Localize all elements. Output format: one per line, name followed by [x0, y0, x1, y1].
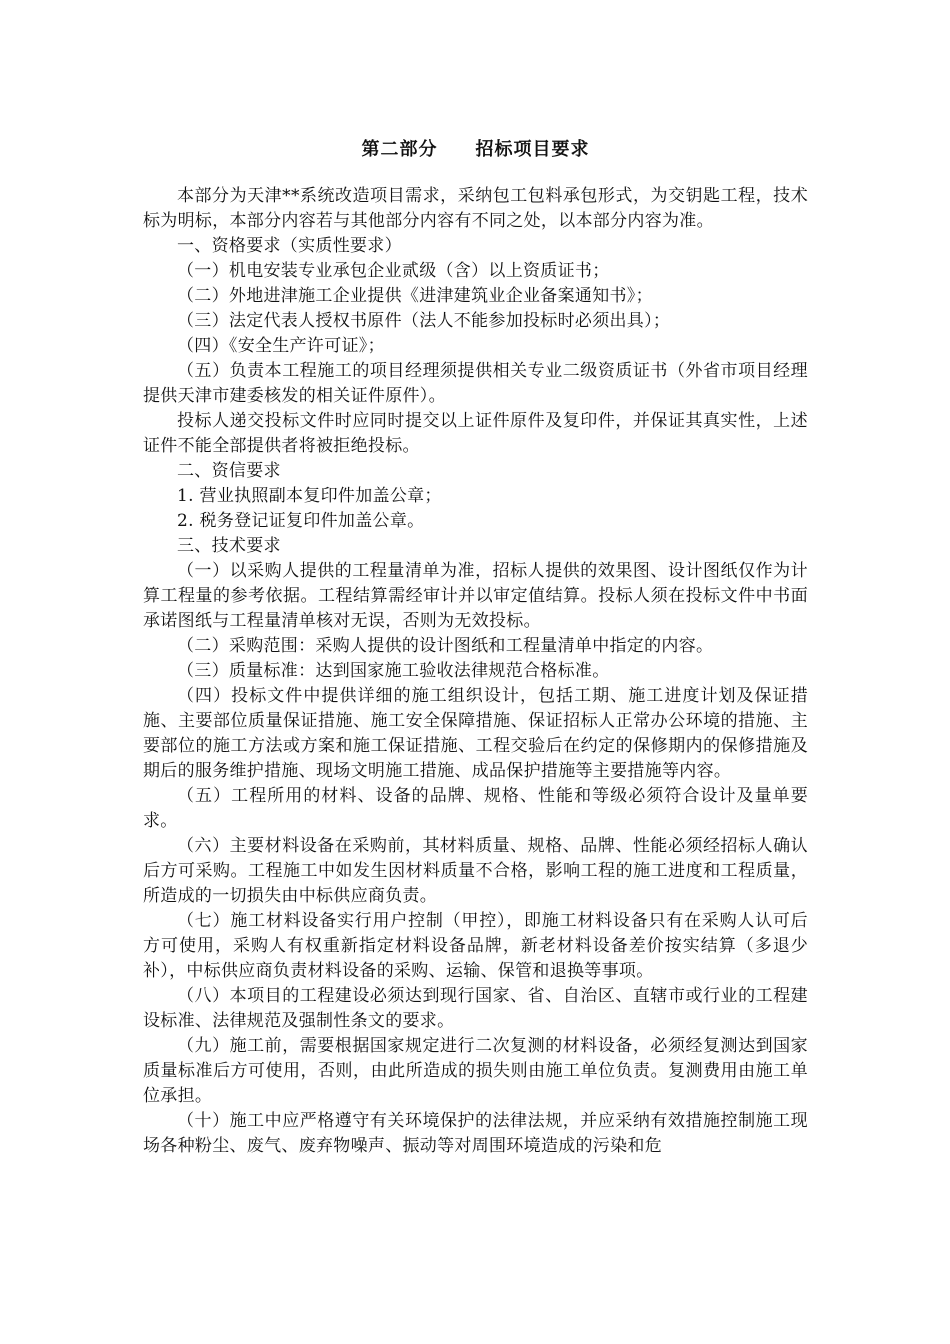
intro-paragraph: 本部分为天津**系统改造项目需求，采纳包工包料承包形式，为交钥匙工程，技术标为明标，本部分内容若与其他部分内容有不同之处，以本部分内容为准。 — [143, 186, 808, 231]
technical-item-4: （四）投标文件中提供详细的施工组织设计，包括工期、施工进度计划及保证措施、主要部位质量保证措施、施工安全保障措施、保证招标人正常办公环境的措施、主要部位的施工方法或方案和施工保证措施、工程交验后在约定的保修期内的保修措施及期后的服务维护措施、现场文明施工措施、成品保护措施等主要措施等内容。 — [143, 686, 808, 781]
technical-item-7: （七）施工材料设备实行用户控制（甲控），即施工材料设备只有在采购人认可后方可使用，采购人有权重新指定材料设备品牌，新老材料设备差价按实结算（多退少补），中标供应商负责材料设备的采购、运输、保管和退换等事项。 — [143, 911, 808, 981]
section-heading-credit: 二、资信要求 — [177, 461, 281, 481]
credit-item-2: 2. 税务登记证复印件加盖公章。 — [177, 511, 425, 531]
credit-item-1: 1. 营业执照副本复印件加盖公章； — [177, 486, 442, 506]
technical-item-3: （三）质量标准：达到国家施工验收法律规范合格标准。 — [177, 661, 610, 681]
technical-item-10: （十）施工中应严格遵守有关环境保护的法律法规，并应采纳有效措施控制施工现场各种粉尘、废气、废弃物噪声、振动等对周围环境造成的污染和危 — [143, 1111, 808, 1156]
qualification-item-4: （四）《安全生产许可证》； — [177, 336, 385, 356]
qualification-item-5: （五）负责本工程施工的项目经理须提供相关专业二级资质证书（外省市项目经理提供天津市建委核发的相关证件原件）。 — [143, 361, 808, 406]
qualification-item-2: （二）外地进津施工企业提供《进津建筑业企业备案通知书》； — [177, 286, 653, 306]
technical-item-5: （五）工程所用的材料、设备的品牌、规格、性能和等级必须符合设计及量单要求。 — [143, 786, 808, 831]
technical-item-6: （六）主要材料设备在采购前，其材料质量、规格、品牌、性能必须经招标人确认后方可采购。工程施工中如发生因材料质量不合格，影响工程的施工进度和工程质量，所造成的一切损失由中标供应商负责。 — [143, 836, 808, 906]
page-title: 第二部分 招标项目要求 — [361, 139, 590, 160]
qualification-note: 投标人递交投标文件时应同时提交以上证件原件及复印件，并保证其真实性，上述证件不能全部提供者将被拒绝投标。 — [143, 411, 808, 456]
technical-item-9: （九）施工前，需要根据国家规定进行二次复测的材料设备，必须经复测达到国家质量标准后方可使用，否则，由此所造成的损失则由施工单位负责。复测费用由施工单位承担。 — [143, 1036, 808, 1106]
document-page — [143, 136, 808, 1159]
technical-item-8: （八）本项目的工程建设必须达到现行国家、省、自治区、直辖市或行业的工程建设标准、法律规范及强制性条文的要求。 — [143, 986, 808, 1031]
qualification-item-3: （三）法定代表人授权书原件（法人不能参加投标时必须出具）； — [177, 311, 671, 331]
section-heading-qualification: 一、资格要求（实质性要求） — [177, 236, 402, 256]
technical-item-1: （一）以采购人提供的工程量清单为准，招标人提供的效果图、设计图纸仅作为计算工程量的参考依据。工程结算需经审计并以审定值结算。投标人须在投标文件中书面承诺图纸与工程量清单核对无误，否则为无效投标。 — [143, 561, 808, 631]
section-heading-technical: 三、技术要求 — [177, 536, 281, 556]
qualification-item-1: （一）机电安装专业承包企业贰级（含）以上资质证书； — [177, 261, 610, 281]
technical-item-2: （二）采购范围：采购人提供的设计图纸和工程量清单中指定的内容。 — [177, 636, 714, 656]
